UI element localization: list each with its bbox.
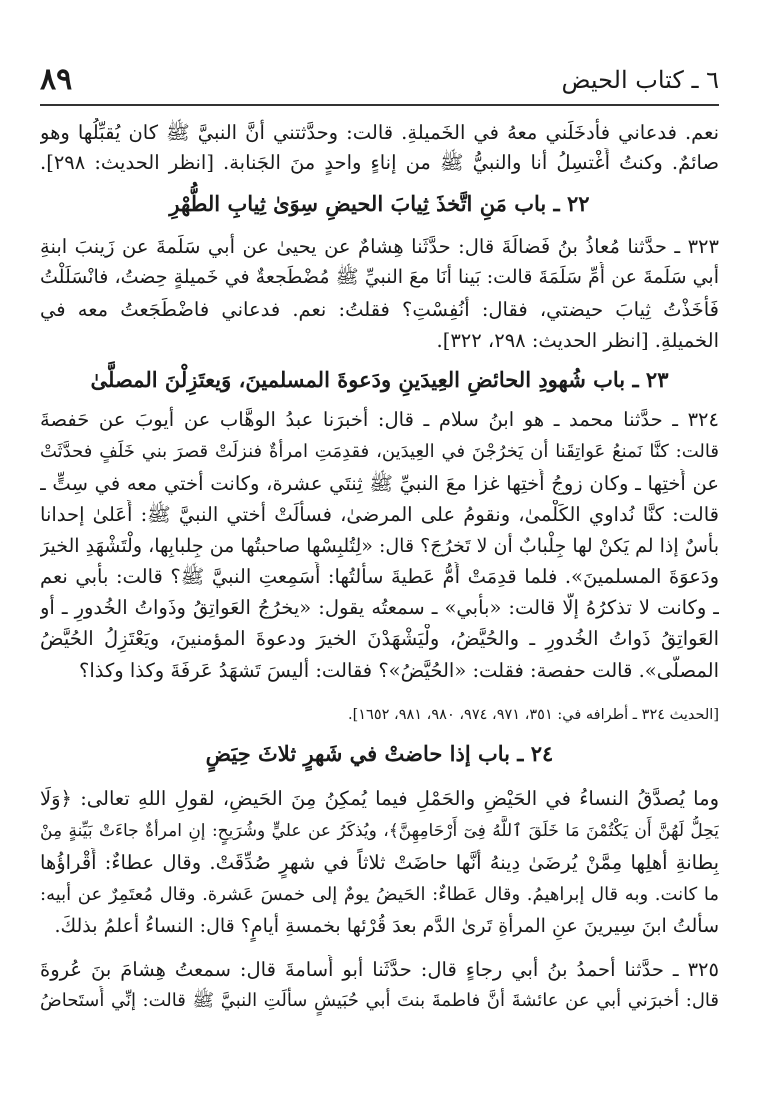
text-line: بأسٌ إذا لم يَكنْ لها جِلْبابٌ أن لا تَخرُجَ؟ قال: «لِتُلبِسْها صاحبتُها من جِلبابِها، ولْتَشْهَدِ الخيرَ xyxy=(40,535,719,557)
text-line: قالت: كنَّا نُداوي الكَلْمىٰ، ونقومُ على المرضىٰ، فسألَتْ أختي النبيَّ ﷺ: أَعَلىٰ إحدانا xyxy=(40,503,719,526)
text-line: يَحِلُّ لَهُنَّ أَن يَكْتُمْنَ مَا خَلَقَ ٱللَّهُ فِىٓ أَرْحَامِهِنَّ﴾، ويُذكَرُ عن عليٍّ وشُرَيحٍ: إنِ امرأةٌ جاءَتْ بَيِّنةٍ مِنْ xyxy=(40,821,719,841)
text-line: عن أُختِها ـ وكان زوجُ أُختِها غزا معَ النبيِّ ﷺ ثِنتَي عشرة، وكانت أختي معه في سِتٍّ ـ xyxy=(40,472,719,495)
header-rule xyxy=(40,104,719,106)
text-line: أبي سَلَمةَ عن أُمِّ سَلَمَةَ قالت: بَينا أنَا معَ النبيِّ ﷺ مُضْطَجعةٌ في خَميلةٍ حِضتُ، فانْسَلَلْتُ xyxy=(40,266,719,288)
text-line: ٣٢٤ ـ حدَّثنا محمد ـ هو ابنُ سلام ـ قال: أخبرَنا عبدُ الوهَّاب عن أيوبَ عن حَفصةَ xyxy=(40,408,719,431)
text-line: ٣٢٥ ـ حدَّثنا أحمدُ بنُ أبي رجاءٍ قال: حدَّثَنا أبو أُسامةَ قال: سمعتُ هِشامَ بنَ عُروةَ xyxy=(40,958,719,981)
section-heading: ٢٤ ـ باب إذا حاضتْ في شَهرٍ ثلاثَ حِيَضٍ xyxy=(205,741,554,766)
text-line: بِطانةِ أهلِها مِمَّنْ يُرضَىٰ دِينهُ أنَّها حاضَتْ ثلاثاً في شهرٍ صُدِّقَتْ. وقال عطاءٌ: أَقْراؤُها xyxy=(40,851,719,874)
text-line: العَواتِقُ ذَواتُ الخُدورِ ـ والحُيَّضُ، ولْيَشْهَدْنَ الخيرَ ودعوةَ المؤمنينَ، ويَعْتَزِلُ الحُيَّضُ xyxy=(40,627,719,650)
text-line: ٣٢٣ ـ حدَّثنا مُعاذُ بنُ فَضالَةَ قال: حدَّثَنا هِشامٌ عن يحيىٰ عن أبي سَلَمةَ عن زَينبَ ابنةِ xyxy=(40,235,719,258)
text-line: ـ وكانت لا تذكرُهُ إلَّا قالت: «بأبي» ـ سمعتُه يقول: «يخرُجُ العَواتِقُ وذَواتُ الخُدورِ ـ أو xyxy=(40,596,719,619)
section-heading: ٢٣ ـ باب شُهودِ الحائضِ العِيدَينِ ودَعوةَ المسلمينَ، وَيعتَزِلْنَ المصلَّىٰ xyxy=(90,367,669,392)
cross-reference: [الحديث ٣٢٤ ـ أطرافه في: ٣٥١، ٩٧١، ٩٧٤، ٩٨٠، ٩٨١، ١٦٥٢]. xyxy=(347,707,719,723)
text-line: صائمٌ. وكنتُ أَغْتسِلُ أنا والنبيُّ ﷺ من إناءٍ واحدٍ منَ الجَنابة. [انظر الحديث: ٢٩٨]. xyxy=(40,151,719,174)
text-line: الخميلةِ. [انظر الحديث: ٢٩٨، ٣٢٢]. xyxy=(436,329,719,352)
page-number: ٨٩ xyxy=(40,62,73,97)
text-line: وما يُصدَّقُ النساءُ في الحَيْضِ والحَمْلِ فيما يُمكِنُ مِنَ الحَيضِ، لقولِ اللهِ تعالى: ﴿وَلَا xyxy=(40,787,719,810)
text-line: نعم. فدعاني فأدخَلَني معهُ في الخَميلةِ. قالت: وحدَّثتني أنَّ النبيَّ ﷺ كان يُقبِّلُها وهو xyxy=(40,121,719,144)
text-line: فَأَخَذْتُ ثِيابَ حيضتي، فقال: أنُفِسْتِ؟ فقلتُ: نعم. فدعاني فاضْطَجَعتُ معه في xyxy=(40,298,719,321)
running-header xyxy=(40,62,719,104)
section-heading: ٢٢ ـ باب مَنِ اتَّخذَ ثِيابَ الحيضِ سِوَىٰ ثِيابِ الطُّهْرِ xyxy=(169,191,590,216)
text-line: قالت: كنَّا نَمنعُ عَواتِقَنا أن يَخرُجْنَ في العِيدَين، فقدِمَتِ امرأةٌ فنزلَتْ قصرَ بني خَلَفٍ فحدَّثَتْ xyxy=(40,441,719,462)
text-line: ما كانت. وبه قال إبراهيمُ. وقال عَطاءٌ: الحَيضُ يومٌ إلى خمسَ عَشرة. وقال مُعتَمِرٌ عن أبيه: xyxy=(40,884,719,905)
chapter-title: ٦ ـ كتاب الحيض xyxy=(561,66,719,94)
text-line: المصلَّى». قالت حفصة: فقلت: «الحُيَّضُ»؟ فقالت: أليسَ تَشهَدُ عَرفَةَ وكذا وكذا؟ xyxy=(78,659,719,682)
text-line: قال: أخبرَني أبي عن عائشةَ أنَّ فاطمةَ بنتَ أبي حُبَيشٍ سألَتِ النبيَّ ﷺ قالت: إنِّي أُستَحاضُ xyxy=(40,990,719,1011)
text-line: ودَعوَةَ المسلمينَ». فلما قدِمَتْ أُمُّ عَطيةَ سألتُها: أَسَمِعتِ النبيَّ ﷺ؟ قالت: بأبي نعم xyxy=(40,565,719,588)
text-line: سألتُ ابنَ سِيرينَ عنِ المرأةِ تَرىٰ الدَّم بعدَ قُرْئها بخمسةِ أيامٍ؟ قال: النساءُ أعلمُ بذلكَ. xyxy=(54,915,719,937)
